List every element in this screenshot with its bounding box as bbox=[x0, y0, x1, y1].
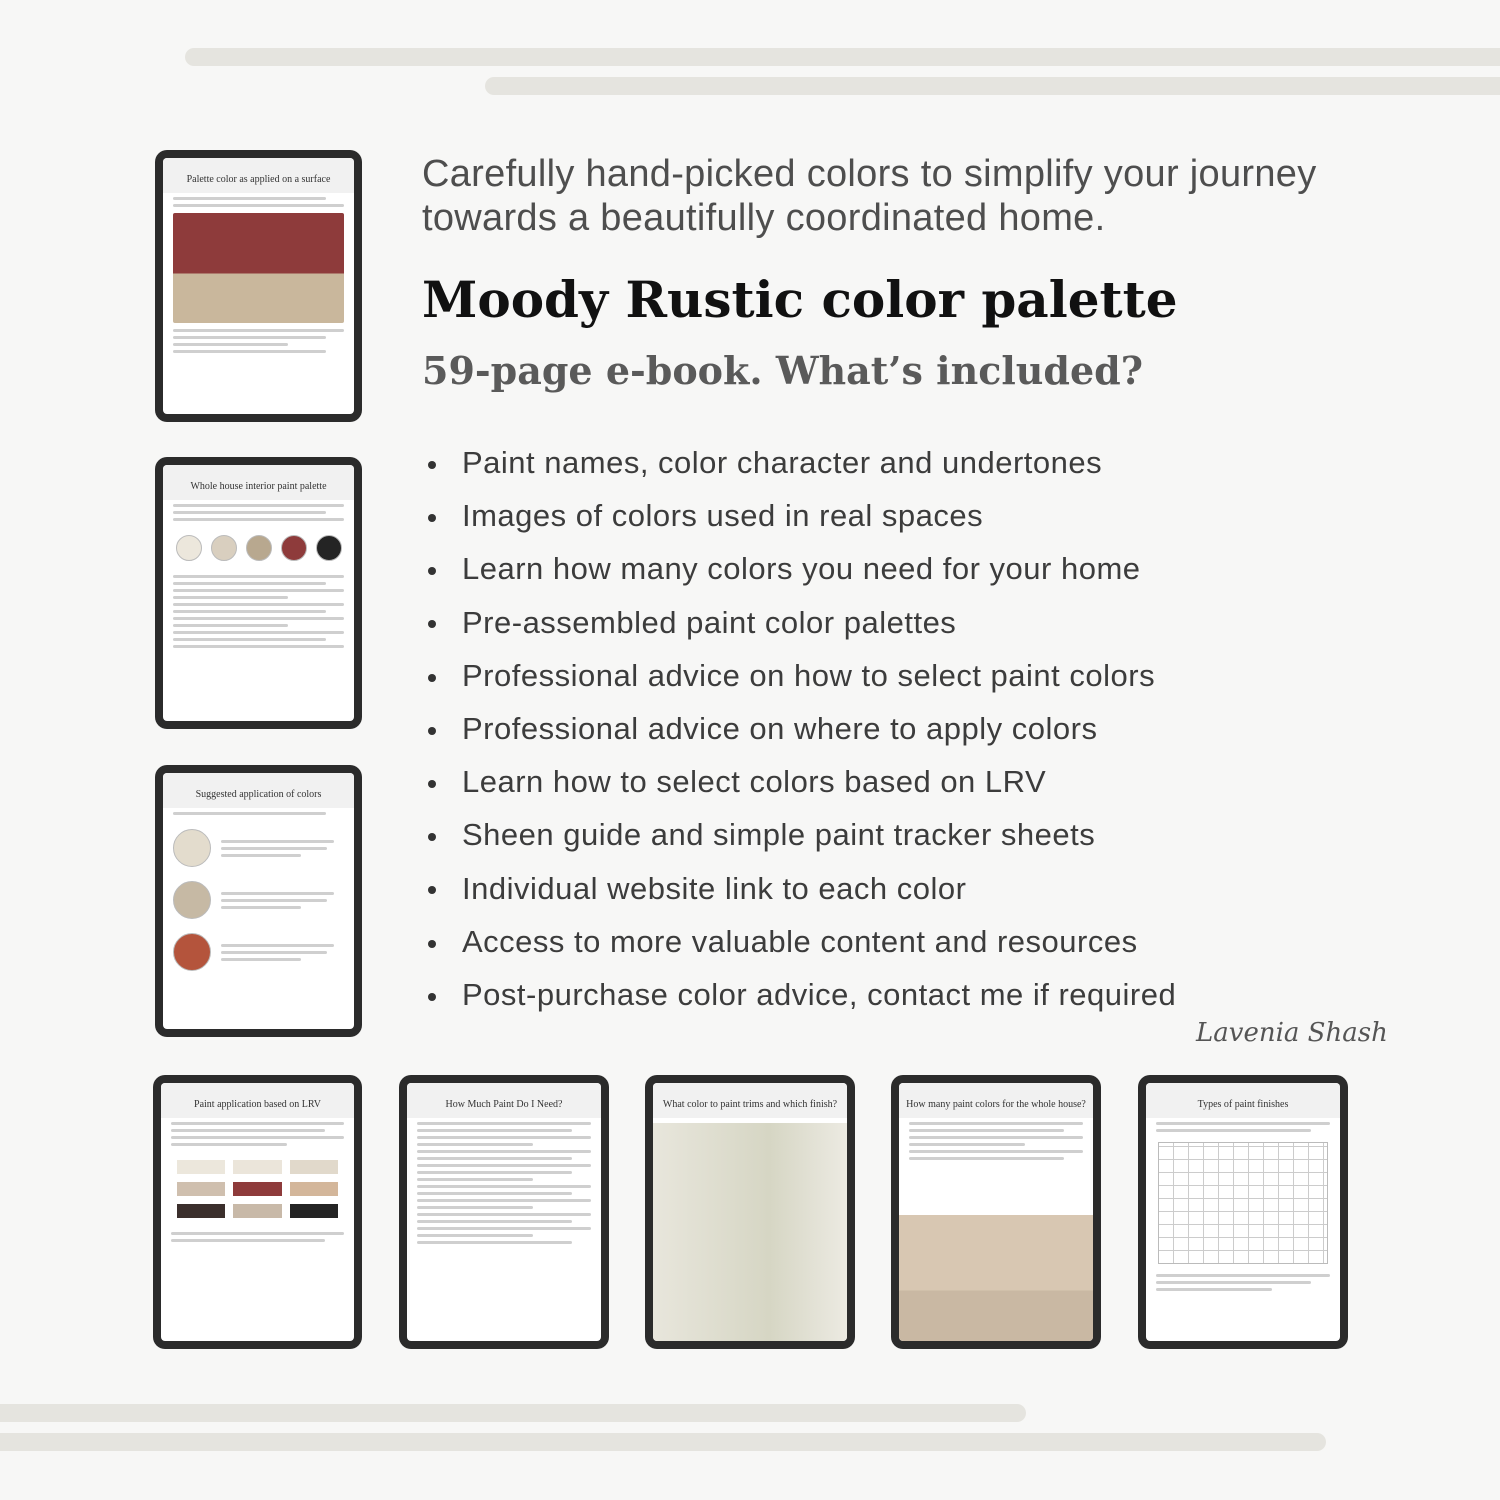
page-title: How many paint colors for the whole house? bbox=[899, 1083, 1093, 1118]
color-chip bbox=[233, 1182, 281, 1196]
feature-item: Post-purchase color advice, contact me if required bbox=[428, 968, 1176, 1021]
color-chip bbox=[290, 1160, 338, 1174]
bullet-icon bbox=[428, 567, 436, 575]
feature-item: Paint names, color character and undertones bbox=[428, 436, 1176, 489]
bullet-icon bbox=[428, 461, 436, 469]
bullet-icon bbox=[428, 514, 436, 522]
feature-item: Access to more valuable content and resources bbox=[428, 915, 1176, 968]
page-preview-paint-amount bbox=[399, 1075, 609, 1349]
page-title: Paint application based on LRV bbox=[161, 1083, 354, 1118]
color-swatch bbox=[176, 535, 202, 561]
feature-item: Professional advice on where to apply colors bbox=[428, 702, 1176, 755]
page-heading: Moody Rustic color palette bbox=[422, 270, 1178, 329]
feature-item: Individual website link to each color bbox=[428, 862, 1176, 915]
bullet-icon bbox=[428, 780, 436, 788]
color-chip bbox=[233, 1160, 281, 1174]
color-swatch bbox=[211, 535, 237, 561]
decorative-bar-top-2 bbox=[485, 77, 1500, 95]
bullet-icon bbox=[428, 620, 436, 628]
decorative-bar-bottom-2 bbox=[0, 1433, 1326, 1451]
color-swatch bbox=[173, 881, 211, 919]
bullet-icon bbox=[428, 674, 436, 682]
bullet-icon bbox=[428, 886, 436, 894]
decorative-bar-bottom-1 bbox=[0, 1404, 1026, 1422]
page-title: Types of paint finishes bbox=[1146, 1083, 1340, 1118]
page-title: Palette color as applied on a surface bbox=[163, 158, 354, 193]
page-title: What color to paint trims and which finish? bbox=[653, 1083, 847, 1118]
color-swatch bbox=[246, 535, 272, 561]
color-chip bbox=[233, 1204, 281, 1218]
page-preview-color-count bbox=[891, 1075, 1101, 1349]
color-chip bbox=[177, 1182, 225, 1196]
color-swatch bbox=[173, 829, 211, 867]
room-photo bbox=[653, 1123, 847, 1341]
tagline: Carefully hand-picked colors to simplify your journey towards a beautifully coordinated home. bbox=[422, 153, 1317, 239]
feature-item: Learn how many colors you need for your home bbox=[428, 542, 1176, 595]
feature-item: Professional advice on how to select paint colors bbox=[428, 649, 1176, 702]
living-room-photo bbox=[899, 1215, 1093, 1341]
color-chip bbox=[177, 1204, 225, 1218]
page-preview-lrv bbox=[153, 1075, 362, 1349]
feature-list bbox=[428, 436, 1176, 1021]
page-subheading: 59-page e-book. What’s included? bbox=[422, 348, 1143, 393]
page-title: Whole house interior paint palette bbox=[163, 465, 354, 500]
bullet-icon bbox=[428, 727, 436, 735]
color-swatch bbox=[316, 535, 342, 561]
finishes-table bbox=[1158, 1142, 1328, 1264]
page-preview-trim-color bbox=[645, 1075, 855, 1349]
author-signature: Lavenia Shash bbox=[1196, 1018, 1388, 1048]
color-chip bbox=[177, 1160, 225, 1174]
bullet-icon bbox=[428, 993, 436, 1001]
color-swatch bbox=[281, 535, 307, 561]
page-preview-suggested-application bbox=[155, 765, 362, 1037]
bullet-icon bbox=[428, 940, 436, 948]
page-title: How Much Paint Do I Need? bbox=[407, 1083, 601, 1118]
feature-item: Learn how to select colors based on LRV bbox=[428, 755, 1176, 808]
decorative-bar-top-1 bbox=[185, 48, 1500, 66]
page-preview-palette-surface bbox=[155, 150, 362, 422]
color-chip bbox=[290, 1182, 338, 1196]
page-preview-paint-finishes bbox=[1138, 1075, 1348, 1349]
feature-item: Sheen guide and simple paint tracker sheets bbox=[428, 808, 1176, 861]
page-preview-whole-house-palette bbox=[155, 457, 362, 729]
page-title: Suggested application of colors bbox=[163, 773, 354, 808]
color-swatch bbox=[173, 933, 211, 971]
bullet-icon bbox=[428, 833, 436, 841]
color-chip bbox=[290, 1204, 338, 1218]
bedroom-photo bbox=[173, 213, 344, 323]
swatch-row bbox=[163, 525, 354, 571]
feature-item: Images of colors used in real spaces bbox=[428, 489, 1176, 542]
feature-item: Pre-assembled paint color palettes bbox=[428, 596, 1176, 649]
